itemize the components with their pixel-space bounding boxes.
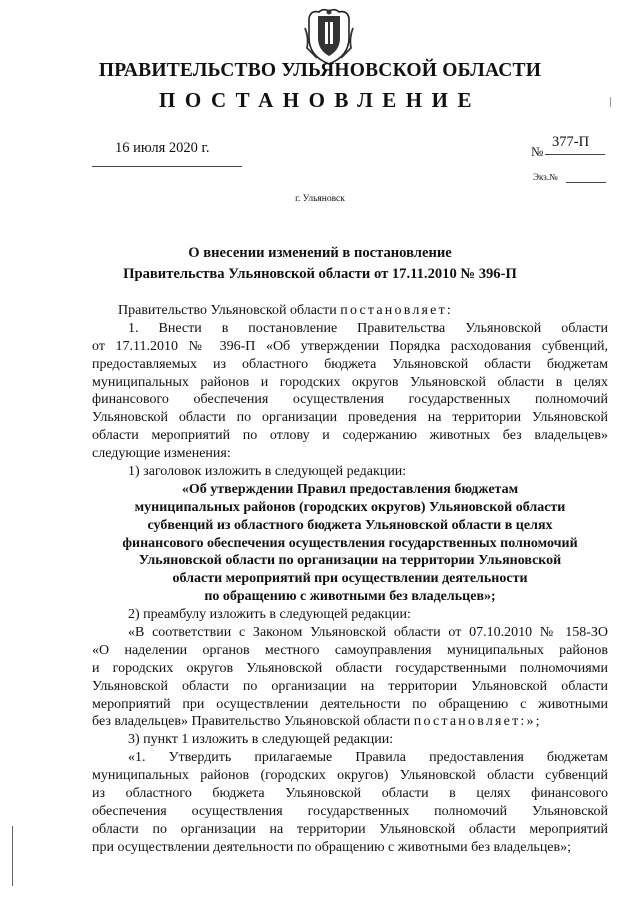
paragraph-line: области по организации на территории Ульяновской области мероприятий	[92, 821, 608, 837]
coat-of-arms-icon	[303, 8, 355, 66]
paragraph-line: из областного бюджета Ульяновской области в целях финансового	[92, 786, 608, 802]
copy-number-label: Экз.№	[533, 172, 558, 182]
paragraph-line: финансового обеспечения осуществления государственных полномочий	[92, 392, 608, 408]
item-line: 1) заголовок изложить в следующей редакции:	[128, 464, 407, 480]
government-title: ПРАВИТЕЛЬСТВО УЛЬЯНОВСКОЙ ОБЛАСТИ	[98, 60, 542, 81]
bold-title-line: области мероприятий при осуществлении деятельности	[172, 571, 528, 587]
bold-title-line: финансового обеспечения осуществления государственных полномочий	[122, 535, 578, 551]
paragraph-line: 1. Внести в постановление Правительства Ульяновской области	[128, 320, 608, 336]
paragraph-line: «1. Утвердить прилагаемые Правила предоставления бюджетам	[128, 750, 608, 766]
paragraph-line: следующие изменения:	[92, 446, 231, 462]
number-underline	[545, 154, 605, 155]
paragraph-line: мероприятий при осуществлении деятельности по обращению с животными	[92, 696, 608, 712]
paragraph-line: Ульяновской области по организации на территории Ульяновской области	[92, 678, 608, 694]
bold-title-line: Ульяновской области по организации на территории Ульяновской	[138, 553, 562, 569]
paragraph-line: области мероприятий по отлову и содержанию животных без владельцев»	[92, 428, 608, 444]
copy-number-underline	[566, 182, 606, 183]
bold-title-line: «Об утверждении Правил предоставления бюджетам	[181, 481, 519, 497]
paragraph-line: «В соответствии с Законом Ульяновской области от 07.10.2010 № 158-ЗО	[128, 625, 608, 641]
paragraph-text: без владельцев» Правительство Ульяновской области	[92, 714, 411, 730]
paragraph-spaced: постановляет:»;	[413, 714, 542, 730]
intro-spaced: постановляет:	[340, 303, 453, 318]
heading-line: О внесении изменений в постановление	[188, 245, 452, 261]
item-line: 3) пункт 1 изложить в следующей редакции:	[128, 732, 394, 748]
paragraph-line: предоставляемых из областного бюджета Ульяновской области бюджетам	[92, 356, 608, 372]
heading-line: Правительства Ульяновской области от 17.11.2010 № 396-П	[123, 266, 517, 282]
paragraph-line	[92, 713, 608, 731]
document-type-title: ПОСТАНОВЛЕНИЕ	[159, 88, 481, 112]
paragraph-line: от 17.11.2010 № 396-П «Об утверждении Порядка расходования субвенций,	[92, 338, 608, 354]
item-line: 2) преамбулу изложить в следующей редакции:	[128, 607, 411, 623]
number-label: №	[531, 144, 544, 159]
paragraph-line: муниципальных районов и городских округов Ульяновской области в целях	[92, 374, 608, 390]
intro-line	[92, 302, 608, 320]
decree-date: 16 июля 2020 г.	[115, 140, 210, 156]
paragraph-line: муниципальных районов (городских округов) Ульяновской области субвенций	[92, 768, 608, 784]
city: г. Ульяновск	[295, 194, 345, 204]
paragraph-line: при осуществлении деятельности по обращению с животными без владельцев»;	[92, 839, 572, 855]
scan-edge-line	[12, 826, 13, 886]
document-body	[92, 302, 608, 857]
decree-number: 377-П	[552, 134, 590, 150]
date-underline	[92, 166, 242, 167]
intro-text: Правительство Ульяновской области	[118, 303, 337, 318]
margin-mark	[610, 97, 611, 107]
paragraph-line: и городских округов Ульяновской области государственными полномочиями	[92, 660, 608, 676]
paragraph-line: обеспечения осуществления государственных полномочий Ульяновской	[92, 803, 608, 819]
paragraph-line: «О наделении органов местного самоуправления муниципальных районов	[92, 642, 608, 658]
document-heading	[0, 243, 640, 285]
paragraph-line: Ульяновской области по организации проведения на территории Ульяновской	[92, 410, 608, 426]
bold-title-line: муниципальных районов (городских округов) Ульяновской области	[134, 499, 566, 515]
bold-title-line: по обращению с животными без владельцев»;	[204, 589, 496, 605]
bold-title-line: субвенций из областного бюджета Ульяновской области в целях	[147, 517, 553, 533]
